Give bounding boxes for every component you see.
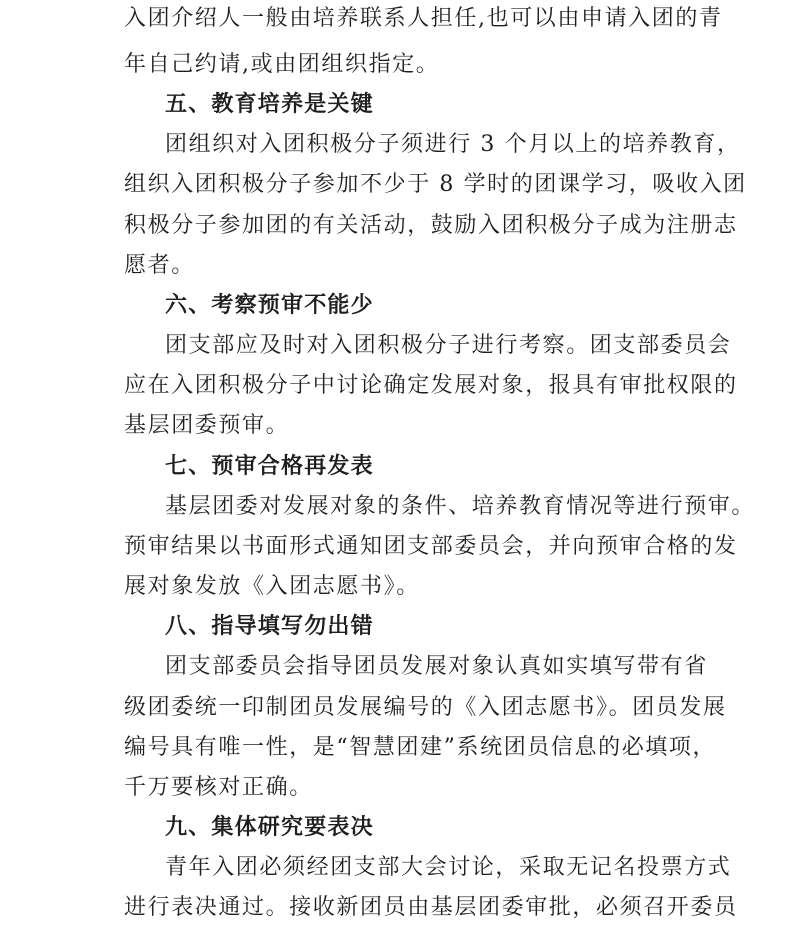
section-heading-6: 六、考察预审不能少 xyxy=(165,293,374,318)
paragraph-line: 级团委统一印制团员发展编号的《入团志愿书》。团员发展 xyxy=(124,695,727,720)
paragraph-line: 入团介绍人一般由培养联系人担任,也可以由申请入团的青 xyxy=(124,6,723,31)
paragraph-line: 青年入团必须经团支部大会讨论，采取无记名投票方式 xyxy=(165,855,732,880)
paragraph-line: 编号具有唯一性，是“智慧团建”系统团员信息的必填项， xyxy=(124,735,717,760)
section-heading-7: 七、预审合格再发表 xyxy=(165,454,374,479)
paragraph-line: 千万要核对正确。 xyxy=(124,775,313,800)
paragraph-line: 团支部应及时对入团积极分子进行考察。团支部委员会 xyxy=(165,333,732,358)
paragraph-line: 年自己约请,或由团组织指定。 xyxy=(124,52,440,77)
paragraph-line: 愿者。 xyxy=(124,253,195,278)
section-heading-9: 九、集体研究要表决 xyxy=(165,815,374,840)
paragraph-line: 团支部委员会指导团员发展对象认真如实填写带有省 xyxy=(165,654,708,679)
paragraph-line: 预审结果以书面形式通知团支部委员会，并向预审合格的发 xyxy=(124,534,738,559)
paragraph-line: 应在入团积极分子中讨论确定发展对象，报具有审批权限的 xyxy=(124,373,738,398)
paragraph-line: 基层团委预审。 xyxy=(124,413,290,438)
paragraph-line: 展对象发放《入团志愿书》。 xyxy=(124,574,420,599)
paragraph-line: 基层团委对发展对象的条件、培养教育情况等进行预审。 xyxy=(165,494,756,519)
paragraph-line: 组织入团积极分子参加不少于 8 学时的团课学习，吸收入团 xyxy=(124,172,747,197)
paragraph-line: 团组织对入团积极分子须进行 3 个月以上的培养教育， xyxy=(165,132,741,157)
paragraph-line: 进行表决通过。接收新团员由基层团委审批，必须召开委员 xyxy=(124,895,738,920)
section-heading-5: 五、教育培养是关键 xyxy=(165,92,374,117)
paragraph-line: 积极分子参加团的有关活动，鼓励入团积极分子成为注册志 xyxy=(124,213,738,238)
section-heading-8: 八、指导填写勿出错 xyxy=(165,614,374,639)
